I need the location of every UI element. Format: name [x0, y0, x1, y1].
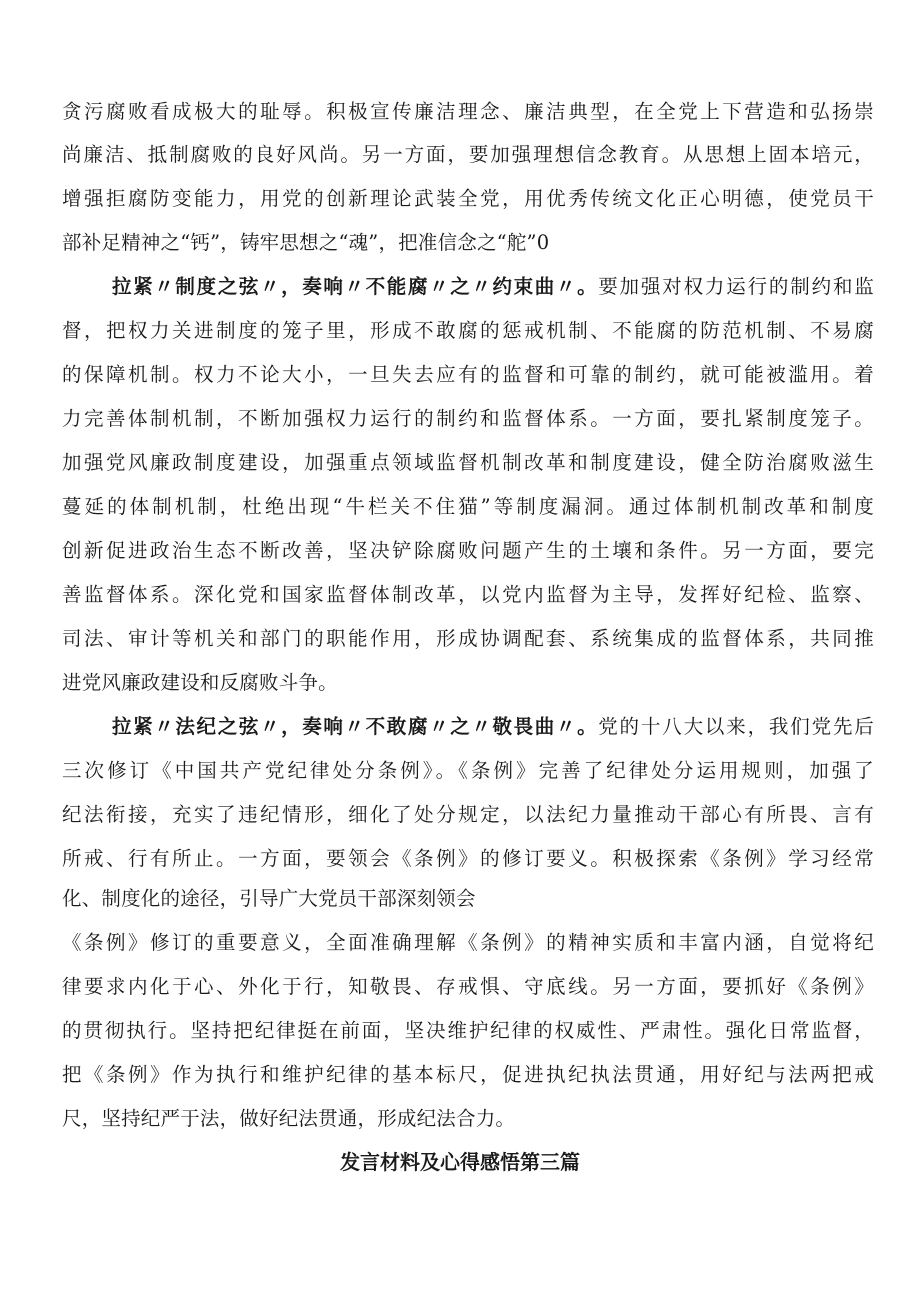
paragraph-3-line-9: 把《条例》作为执行和维护纪律的基本标尺，促进执纪执法贯通，用好纪与法两把戒: [62, 1063, 874, 1086]
paragraph-1-line-2: 尚廉洁、抵制腐败的良好风尚。另一方面，要加强理想信念教育。从思想上固本培元，: [62, 143, 874, 166]
paragraph-3-line-5: 化、制度化的途径，引导广大党员干部深刻领会: [62, 887, 476, 910]
paragraph-2-line-7: 创新促进政治生态不断改善，坚决铲除腐败问题产生的土壤和条件。另一方面，要完: [62, 539, 874, 562]
paragraph-2-line-8: 善监督体系。深化党和国家监督体制改革，以党内监督为主导，发挥好纪检、监察、: [62, 583, 874, 606]
paragraph-3-line-4: 所戒、行有所止。一方面，要领会《条例》的修订要义。积极探索《条例》学习经常: [62, 847, 874, 870]
paragraph-2-line-4: 力完善体制机制，不断加强权力运行的制约和监督体系。一方面，要扎紧制度笼子。: [62, 407, 874, 430]
paragraph-2-first-line: [112, 272, 874, 302]
paragraph-3-lead-heading: 拉紧〃法纪之弦〃，奏响〃不敢腐〃之〃敬畏曲〃。: [112, 715, 599, 738]
paragraph-3-line-10: 尺，坚持纪严于法，做好纪法贯通，形成纪法合力。: [62, 1107, 516, 1130]
paragraph-1-line-1: 贪污腐败看成极大的耻辱。积极宣传廉洁理念、廉洁典型，在全党上下营造和弘扬崇: [62, 100, 874, 123]
paragraph-3-first-line-text: 党的十八大以来，我们党先后: [598, 715, 874, 738]
paragraph-2-line-9: 司法、审计等机关和部门的职能作用，形成协调配套、系统集成的监督体系，共同推: [62, 627, 874, 650]
paragraph-2-first-line-text: 要加强对权力运行的制约和监: [598, 275, 874, 298]
paragraph-2-line-3: 的保障机制。权力不论大小，一旦失去应有的监督和可靠的制约，就可能被滥用。着: [62, 363, 874, 386]
paragraph-2-lead-heading: 拉紧〃制度之弦〃，奏响〃不能腐〃之〃约束曲〃。: [112, 275, 599, 298]
paragraph-3-line-7: 律要求内化于心、外化于行，知敬畏、存戒惧、守底线。另一方面，要抓好《条例》: [62, 975, 874, 998]
paragraph-1-line-4: 部补足精神之“钙”，铸牢思想之“魂”，把准信念之“舵”0: [62, 231, 550, 254]
paragraph-2-line-2: 督，把权力关进制度的笼子里，形成不敢腐的惩戒机制、不能腐的防范机制、不易腐: [62, 319, 874, 342]
paragraph-1-line-3: 增强拒腐防变能力，用党的创新理论武装全党，用优秀传统文化正心明德，使党员干: [62, 187, 874, 210]
paragraph-2-line-5: 加强党风廉政制度建设，加强重点领域监督机制改革和制度建设，健全防治腐败滋生: [62, 451, 874, 474]
paragraph-3-line-2: 三次修订《中国共产党纪律处分条例》。《条例》完善了纪律处分运用规则，加强了: [62, 759, 874, 782]
paragraph-3-line-3: 纪法衔接，充实了违纪情形，细化了处分规定，以法纪力量推动干部心有所畏、言有: [62, 803, 874, 826]
paragraph-3-line-8: 的贯彻执行。坚持把纪律挺在前面，坚决维护纪律的权威性、严肃性。强化日常监督，: [62, 1019, 874, 1042]
paragraph-3-first-line: [112, 712, 874, 742]
paragraph-2-line-6: 蔓延的体制机制，杜绝出现“牛栏关不住猫”等制度漏洞。通过体制机制改革和制度: [62, 495, 874, 518]
paragraph-3-line-6: 《条例》修订的重要意义，全面准确理解《条例》的精神实质和丰富内涵，自觉将纪: [62, 931, 874, 954]
section-heading: 发言材料及心得感悟第三篇: [340, 1150, 580, 1174]
paragraph-2-line-10: 进党风廉政建设和反腐败斗争。: [62, 671, 338, 694]
